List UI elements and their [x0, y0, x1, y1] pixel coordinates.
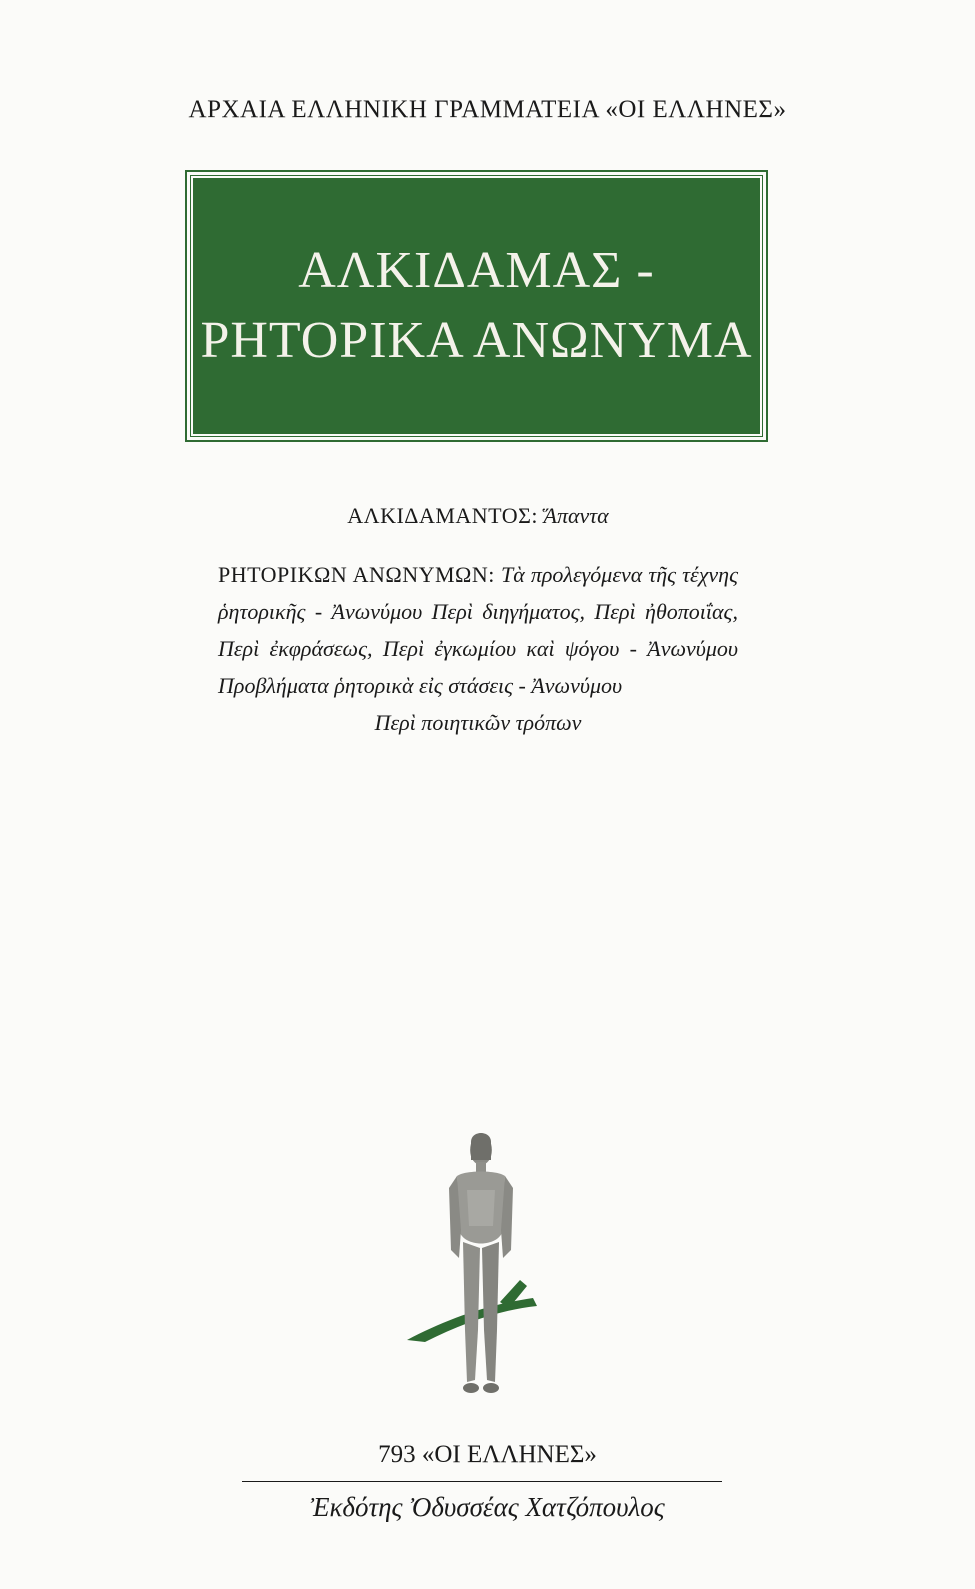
entry-works: Ἅπαντα	[543, 503, 609, 528]
series-header: ΑΡΧΑΙΑ ΕΛΛΗΝΙΚΗ ΓΡΑΜΜΑΤΕΙΑ «ΟΙ ΕΛΛΗΝΕΣ»	[188, 96, 787, 123]
contents-entry-1	[218, 503, 738, 529]
contents-entry-2	[218, 556, 738, 741]
entry-author: ΑΛΚΙΔΑΜΑΝΤΟΣ:	[347, 503, 539, 528]
title-panel	[191, 176, 762, 436]
volume-line: 793 «ΟΙ ΕΛΛΗΝΕΣ»	[378, 1441, 597, 1468]
title-box	[185, 170, 768, 442]
publisher-line: Ἐκδότης Ὀδυσσέας Χατζόπουλος	[310, 1492, 665, 1522]
kouros-statue-icon	[405, 1130, 555, 1405]
title-line-2: ΡΗΤΟΡΙΚΑ ΑΝΩΝΥΜΑ	[200, 312, 753, 369]
entry-works-last-line: Περὶ ποιητικῶν τρόπων	[374, 710, 582, 735]
title-line-1: ΑΛΚΙΔΑΜΑΣ -	[298, 241, 655, 299]
divider-rule	[242, 1481, 722, 1482]
entry-works: Τὰ προλεγόμενα τῆς τέχνης ῥητορικῆς - Ἀνωνύμου Περὶ διηγήματος, Περὶ ἠθοποιΐας, Περὶ ἐκφράσεως, Περὶ ἐγκωμίου καὶ ψόγου - Ἀνωνύμου Προβλήματα ῥητορικὰ εἰς στάσεις - Ἀνωνύμου	[218, 562, 739, 698]
entry-author: ΡΗΤΟΡΙΚΩΝ ΑΝΩΝΥΜΩΝ:	[218, 562, 495, 587]
